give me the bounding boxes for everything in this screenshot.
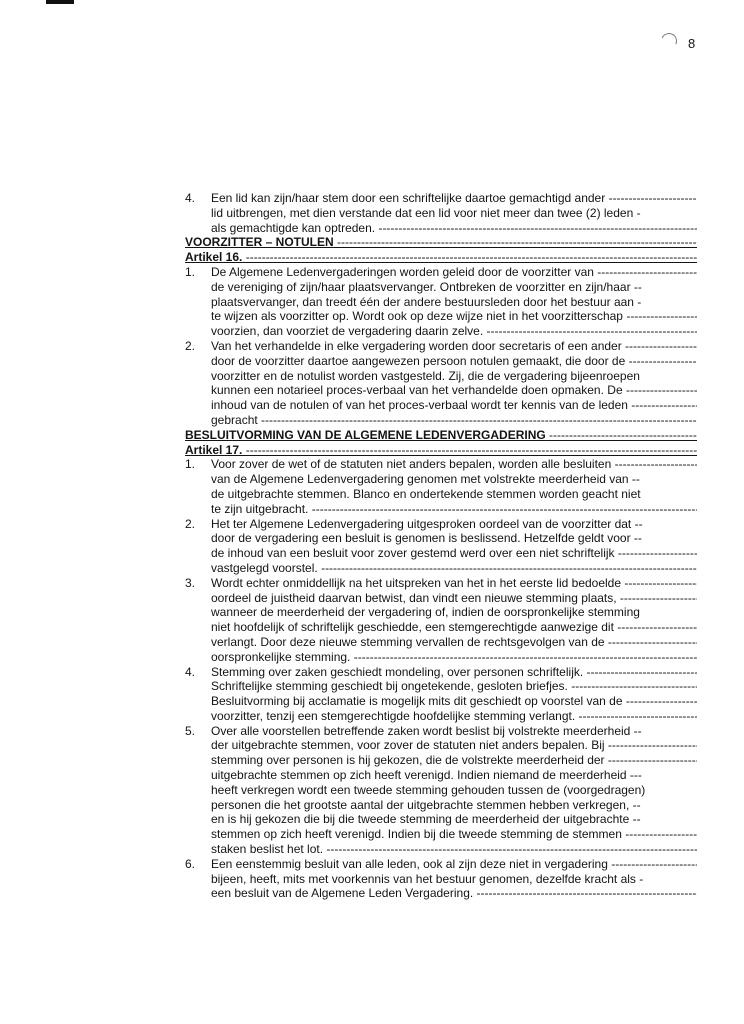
punch-hole-mark — [659, 31, 680, 52]
paragraph-line: personen die het grootste aantal der uitgebrachte stemmen hebben verkregen, -- — [211, 797, 641, 812]
article-15-paragraph-4 — [185, 191, 697, 235]
paragraph-line: staken beslist het lot. ----- — [211, 842, 697, 857]
paragraph-line: De Algemene Ledenvergaderingen worden geleid door de voorzitter van ----- — [211, 265, 697, 280]
paragraph-line: plaatsvervanger, dan treedt één der andere bestuursleden door het bestuur aan - — [211, 294, 642, 309]
article-heading-17: Artikel 17. ----- — [185, 443, 697, 458]
section-heading-voorzitter: VOORZITTER – NOTULEN ----- — [185, 235, 697, 250]
paragraph-line: voorzien, dan voorziet de vergadering daarin zelve. ----- — [211, 324, 697, 339]
paragraph-number: 4. — [185, 191, 196, 205]
document-body — [185, 191, 697, 901]
paragraph-line: wanneer de meerderheid der vergadering of, indien de oorspronkelijke stemming — [211, 605, 640, 620]
paragraph-line: Een lid kan zijn/haar stem door een schriftelijke daartoe gemachtigd ander ----- — [211, 191, 697, 206]
paragraph-number: 1. — [185, 457, 196, 472]
page-number: 8 — [688, 36, 696, 51]
paragraph-number: 4. — [185, 664, 196, 679]
article-16-paragraph-1 — [185, 265, 697, 339]
paragraph-line: de uitgebrachte stemmen. Blanco en ondertekende stemmen worden geacht niet — [211, 486, 641, 501]
article-17-paragraph-2 — [185, 517, 697, 576]
paragraph-number: 2. — [185, 338, 196, 353]
paragraph-line: voorzitter en de notulist worden vastgesteld. Zij, die de vergadering bijeenroepen — [211, 368, 640, 383]
paragraph-line: een besluit van de Algemene Leden Vergadering. ----- — [211, 886, 697, 901]
paragraph-line: te zijn uitgebracht. ----- — [211, 502, 697, 517]
paragraph-line: vastgelegd voorstel. ----- — [211, 561, 697, 576]
article-16-paragraph-2 — [185, 339, 697, 428]
paragraph-line: der uitgebrachte stemmen, voor zover de statuten niet anders bepalen. Bij ----- — [211, 738, 697, 753]
paragraph-number: 3. — [185, 575, 196, 590]
paragraph-line: oorspronkelijke stemming. ----- — [211, 650, 697, 665]
paragraph-line: bijeen, heeft, mits met voorkennis van het bestuur genomen, dezelfde kracht als - — [211, 871, 644, 886]
paragraph-line: van de Algemene Ledenvergadering genomen met volstrekte meerderheid van -- — [211, 472, 640, 487]
paragraph-line: inhoud van de notulen of van het proces-verbaal wordt ter kennis van de leden ----- — [211, 398, 697, 413]
paragraph-line: lid uitbrengen, met dien verstande dat een lid voor niet meer dan twee (2) leden - — [211, 205, 641, 220]
paragraph-line: en is hij gekozen die bij die tweede stemming de meerderheid der uitgebrachte -- — [211, 812, 641, 827]
paragraph-line: uitgebrachte stemmen op zich heeft verenigd. Indien niemand de meerderheid --- — [211, 768, 642, 783]
paragraph-line: Voor zover de wet of de statuten niet anders bepalen, worden alle besluiten ----- — [211, 457, 697, 472]
paragraph-line: heeft verkregen wordt een tweede stemming gehouden tussen de (voorgedragen) — [211, 782, 646, 797]
paragraph-number: 6. — [185, 856, 196, 871]
paragraph-line: Schriftelijke stemming geschiedt bij ongetekende, gesloten briefjes. ----- — [211, 679, 697, 694]
section-heading-besluitvorming: BESLUITVORMING VAN DE ALGEMENE LEDENVERGADERING ----- — [185, 428, 697, 443]
paragraph-line: stemming over personen is hij gekozen, die de volstrekte meerderheid der ----- — [211, 753, 697, 768]
paragraph-line: voorzitter, tenzij een stemgerechtigde hoofdelijke stemming verlangt. ----- — [211, 709, 697, 724]
article-17-paragraph-1 — [185, 457, 697, 516]
article-17-paragraph-5 — [185, 724, 697, 857]
paragraph-line: Besluitvorming bij acclamatie is mogelijk mits dit geschiedt op voorstel van de ----- — [211, 694, 697, 709]
article-17-paragraph-6 — [185, 857, 697, 901]
paragraph-line: Wordt echter onmiddellijk na het uitspreken van het in het eerste lid bedoelde ----- — [211, 576, 697, 591]
paragraph-line: stemmen op zich heeft verenigd. Indien bij die tweede stemming de stemmen ----- — [211, 827, 697, 842]
paragraph-line: verlangt. Door deze nieuwe stemming vervallen de rechtsgevolgen van de ----- — [211, 635, 697, 650]
paragraph-number: 1. — [185, 264, 196, 279]
scan-edge-mark — [46, 0, 74, 4]
paragraph-line: te wijzen als voorzitter op. Wordt ook op deze wijze niet in het voorzitterschap ----- — [211, 309, 697, 324]
paragraph-line: oordeel de juistheid daarvan betwist, dan vindt een nieuwe stemming plaats, ----- — [211, 591, 697, 606]
paragraph-line: de vereniging of zijn/haar plaatsvervanger. Ontbreken de voorzitter en zijn/haar -- — [211, 279, 642, 294]
article-17-paragraph-4 — [185, 665, 697, 724]
article-17-paragraph-3 — [185, 576, 697, 665]
paragraph-line: door de voorzitter daartoe aangewezen persoon notulen gemaakt, die door de ----- — [211, 354, 697, 369]
article-heading-16: Artikel 16. ----- — [185, 250, 697, 265]
paragraph-line: Het ter Algemene Ledenvergadering uitgesproken oordeel van de voorzitter dat -- — [211, 516, 643, 531]
paragraph-line: door de vergadering een besluit is genomen is beslissend. Hetzelfde geldt voor -- — [211, 531, 642, 546]
paragraph-line: Over alle voorstellen betreffende zaken wordt beslist bij volstrekte meerderheid -- — [211, 723, 642, 738]
paragraph-line: de inhoud van een besluit voor zover gestemd werd over een niet schriftelijk ----- — [211, 546, 697, 561]
paragraph-line: Stemming over zaken geschiedt mondeling, over personen schriftelijk. ----- — [211, 665, 697, 680]
paragraph-line: Van het verhandelde in elke vergadering worden door secretaris of een ander ----- — [211, 339, 697, 354]
paragraph-line: kunnen een notarieel proces-verbaal van het verhandelde doen opmaken. De ----- — [211, 383, 697, 398]
paragraph-number: 5. — [185, 723, 196, 738]
paragraph-line: niet hoofdelijk of schriftelijk geschiedde, een stemgerechtigde aanwezige dit ----- — [211, 620, 697, 635]
paragraph-line: als gemachtigde kan optreden. ----- — [211, 221, 697, 236]
paragraph-line: gebracht ----- — [211, 413, 697, 428]
paragraph-line: Een eenstemmig besluit van alle leden, ook al zijn deze niet in vergadering ----- — [211, 857, 697, 872]
paragraph-number: 2. — [185, 516, 196, 531]
